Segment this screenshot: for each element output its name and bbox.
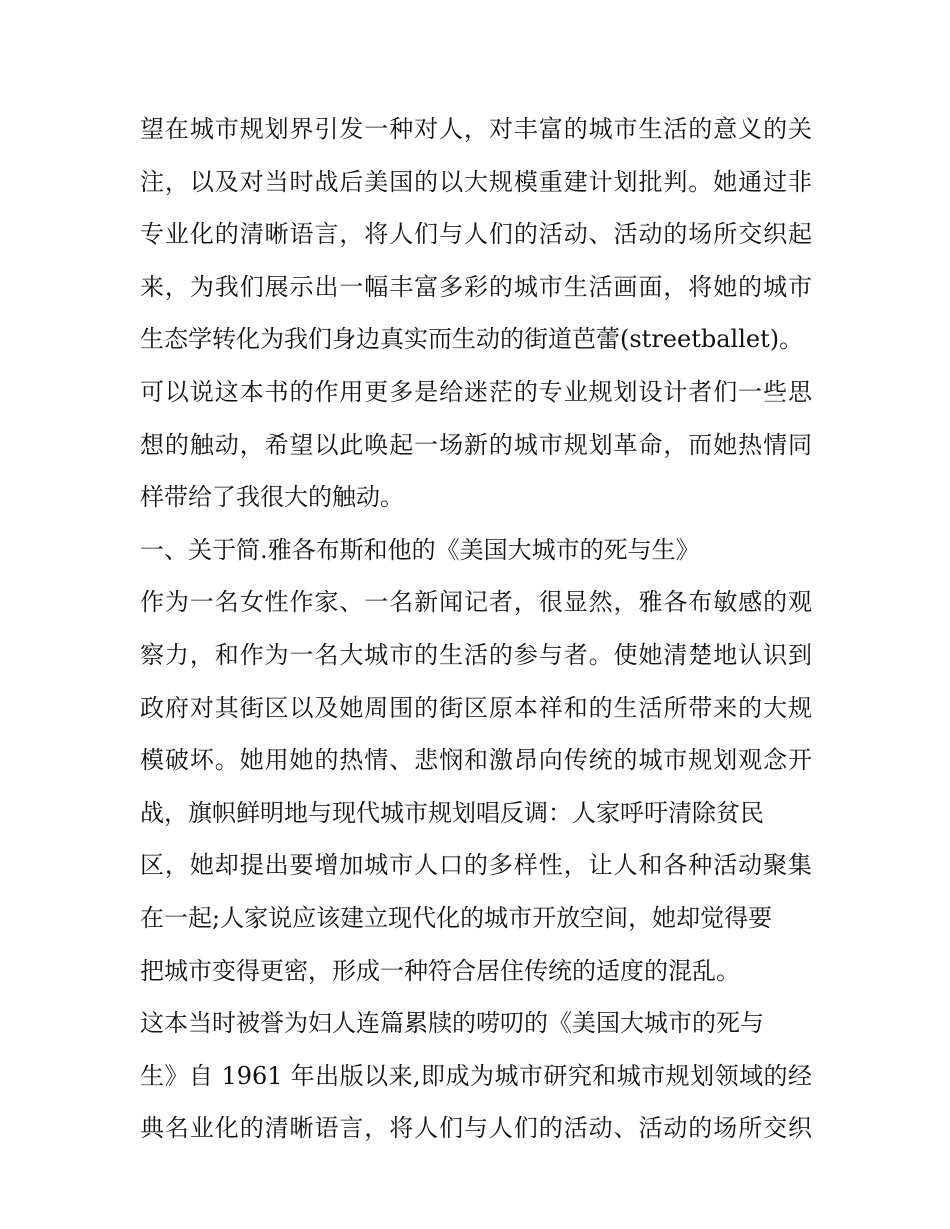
text-line: 想的触动，希望以此唤起一场新的城市规划革命，而她热情同: [140, 430, 812, 459]
text-line: 区，她却提出要增加城市人口的多样性，让人和各种活动聚集: [140, 851, 812, 880]
text-line: 生态学转化为我们身边真实而生动的街道芭蕾(streetballet)。: [140, 325, 804, 354]
text-line: 把城市变得更密，形成一种符合居住传统的适度的混乱。: [140, 956, 740, 985]
text-line: 来，为我们展示出一幅丰富多彩的城市生活画面，将她的城市: [140, 272, 812, 301]
text-line: 典名业化的清晰语言，将人们与人们的活动、活动的场所交织: [140, 1114, 812, 1143]
text-line: 这本当时被誉为妇人连篇累牍的唠叨的《美国大城市的死与: [140, 1009, 764, 1038]
text-line: 样带给了我很大的触动。: [140, 483, 404, 512]
text-line: 在一起;人家说应该建立现代化的城市开放空间，她却觉得要: [140, 903, 773, 932]
text-line: 作为一名女性作家、一名新闻记者，很显然，雅各布敏感的观: [140, 588, 812, 617]
text-line: 察力，和作为一名大城市的生活的参与者。使她清楚地认识到: [140, 640, 812, 669]
text-line: 战，旗帜鲜明地与现代城市规划唱反调：人家呼吁清除贫民: [140, 798, 764, 827]
text-line: 注，以及对当时战后美国的以大规模重建计划批判。她通过非: [140, 167, 812, 196]
text-line: 模破坏。她用她的热情、悲悯和激昂向传统的城市规划观念开: [140, 746, 812, 775]
document-body: [140, 103, 812, 1155]
text-line: 政府对其街区以及她周围的街区原本祥和的生活所带来的大规: [140, 693, 812, 722]
text-line: 望在城市规划界引发一种对人，对丰富的城市生活的意义的关: [140, 115, 812, 143]
text-line: 生》自 1961 年出版以来,即成为城市研究和城市规划领域的经: [140, 1061, 812, 1090]
text-line: 可以说这本书的作用更多是给迷茫的专业规划设计者们一些思: [140, 377, 812, 406]
text-line: 专业化的清晰语言，将人们与人们的活动、活动的场所交织起: [140, 220, 812, 249]
section-heading: 一、关于简.雅各布斯和他的《美国大城市的死与生》: [140, 535, 700, 564]
